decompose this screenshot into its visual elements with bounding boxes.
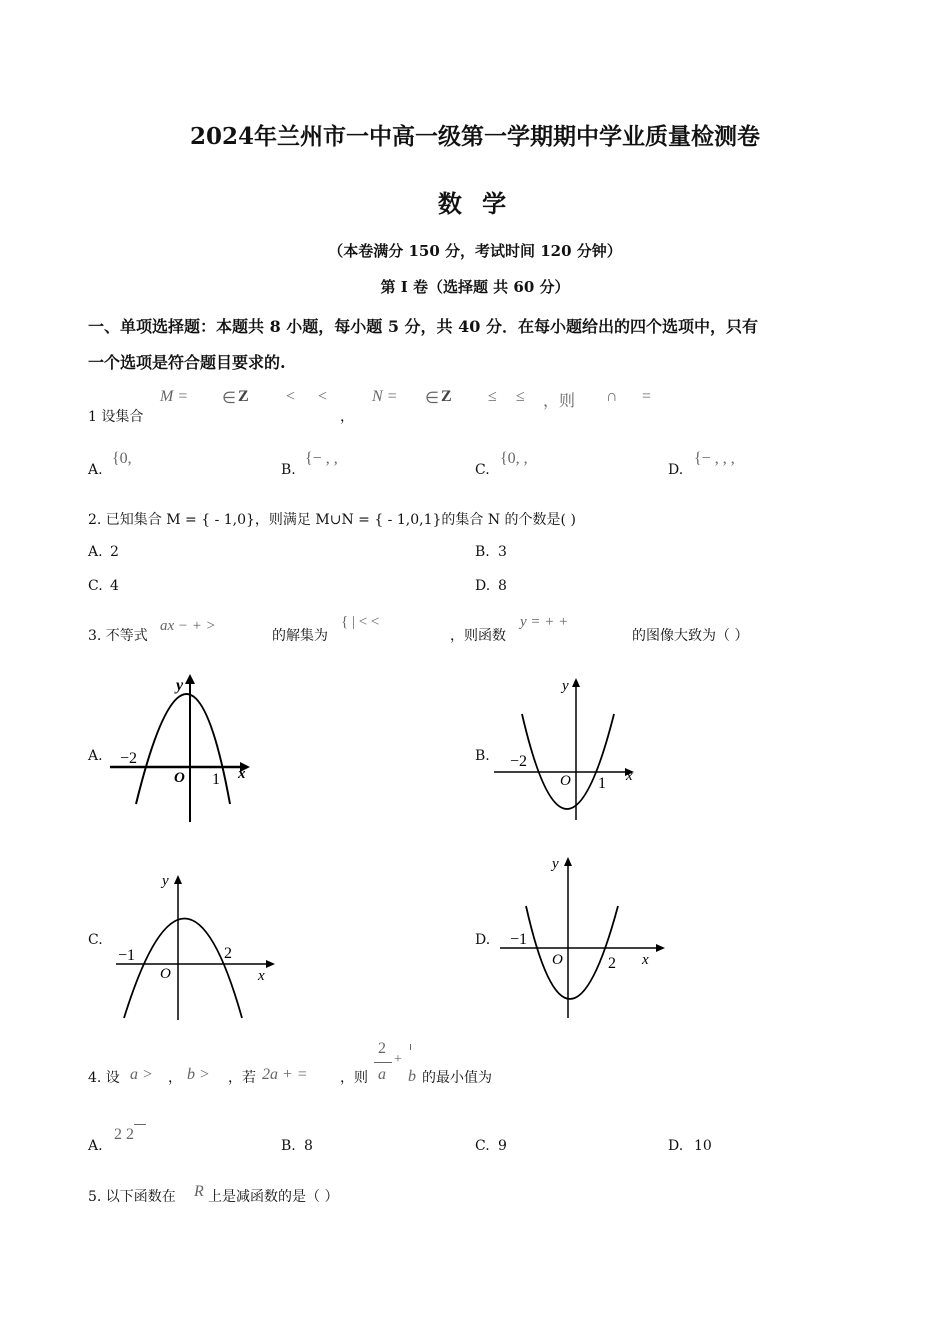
x-axis-arrow — [266, 960, 275, 968]
q1-option-b-text: {− , , — [305, 450, 338, 467]
q4-option-b-text: 8 — [304, 1138, 313, 1154]
q3-option-b-label: B. — [475, 748, 490, 764]
q4-if: ，若 — [228, 1070, 256, 1086]
y-axis-arrow — [185, 674, 195, 684]
q1-prefix: 1 设集合 — [88, 409, 144, 425]
left-root-label: −2 — [510, 753, 528, 770]
q4-plus: + — [394, 1052, 402, 1067]
left-root-label: −1 — [118, 947, 136, 964]
q4-then: ，则 — [340, 1070, 368, 1086]
left-root-label: −1 — [510, 931, 528, 948]
q1-option-b-label: B. — [281, 462, 296, 478]
q4-option-a-text: 2 2 — [114, 1126, 134, 1143]
q5-suffix: 上是减函数的是（ ） — [208, 1189, 339, 1205]
right-root-label: 1 — [212, 771, 220, 788]
q1-eq: = — [642, 388, 652, 405]
right-root-label: 1 — [598, 775, 606, 792]
q1-lt-1: < — [286, 388, 296, 405]
q4-frac-denominator: a — [378, 1066, 386, 1083]
section-heading-line1: 一、单项选择题：本题共 8 小题，每小题 5 分，共 40 分．在每小题给出的四个选项中，只有 — [88, 317, 758, 336]
q1-lt-2: < — [318, 388, 328, 405]
parabola-curve — [526, 906, 618, 999]
q1-option-a-text: {0, — [112, 450, 132, 467]
q3-option-c-label: C. — [88, 932, 103, 948]
q4-option-c-text: 9 — [498, 1138, 507, 1154]
q3-option-d-label: D. — [475, 932, 491, 948]
exam-title: 2024年兰州市一中高一级第一学期期中学业质量检测卷 — [189, 123, 760, 150]
origin-label: O — [560, 773, 571, 789]
q4-fraction-bar — [374, 1062, 392, 1063]
q1-set-n: N = — [372, 388, 398, 405]
q1-in-2: ∈ — [425, 390, 439, 407]
x-axis-arrow — [656, 944, 665, 952]
q4-option-d-label: D. — [668, 1138, 684, 1154]
q2-option-c-text: 4 — [110, 578, 119, 594]
origin-label: O — [552, 952, 563, 968]
q3-inequality: ax − + > — [160, 618, 216, 634]
q1-option-d-label: D. — [668, 462, 684, 478]
q3-function: y = + + — [520, 614, 569, 630]
q1-option-a-label: A. — [88, 462, 103, 478]
q4-option-b-label: B. — [281, 1138, 296, 1154]
x-axis-label: x — [626, 768, 633, 784]
q5-r: R — [194, 1183, 204, 1200]
q1-then: ，则 — [543, 393, 576, 410]
section-heading-line2: 一个选项是符合题目要求的. — [88, 353, 286, 372]
q3-graph-b — [490, 672, 640, 822]
left-root-label: −2 — [120, 750, 138, 767]
q2-option-d-label: D. — [475, 578, 491, 594]
q3-prefix: 3. 不等式 — [88, 628, 148, 644]
q4-option-a-radical-bar — [134, 1124, 146, 1125]
y-axis-label: y — [562, 678, 569, 694]
parabola-curve — [124, 919, 242, 1019]
exam-note: （本卷满分 150 分，考试时间 120 分钟） — [328, 242, 622, 260]
x-axis-label: x — [238, 766, 246, 782]
q4-frac-numerator: 2 — [378, 1040, 386, 1057]
q1-cap: ∩ — [606, 388, 618, 405]
q2-option-a-text: 2 — [110, 544, 119, 560]
q1-in-1: ∈ — [222, 390, 236, 407]
y-axis-arrow — [564, 857, 572, 866]
y-axis-label: y — [552, 856, 559, 872]
right-root-label: 2 — [608, 955, 616, 972]
q3-graph-c — [104, 868, 284, 1023]
q1-comma: ， — [340, 409, 354, 425]
q3-graph-a — [104, 670, 254, 825]
right-root-label: 2 — [224, 945, 232, 962]
q4-comma: ， — [168, 1070, 182, 1086]
y-axis-arrow — [174, 875, 182, 884]
q1-le-1: ≤ — [488, 388, 497, 405]
q1-option-c-text: {0, , — [500, 450, 528, 467]
q4-second-fraction-mark — [410, 1044, 411, 1050]
q4-option-c-label: C. — [475, 1138, 490, 1154]
q2-option-d-text: 8 — [498, 578, 507, 594]
q1-z-2: Z — [441, 388, 452, 405]
y-axis-arrow — [572, 678, 580, 687]
q4-b: b — [408, 1068, 416, 1085]
q3-option-a-label: A. — [88, 748, 103, 764]
x-axis-label: x — [258, 968, 265, 984]
q4-suffix: 的最小值为 — [422, 1070, 492, 1086]
q3-graph-d — [494, 852, 674, 1022]
parabola-curve — [522, 714, 614, 809]
subject-title: 数 学 — [437, 189, 513, 218]
q2-option-a-label: A. — [88, 544, 103, 560]
q1-option-c-label: C. — [475, 462, 490, 478]
x-axis-label: x — [642, 952, 649, 968]
q3-mid: 的解集为 — [272, 628, 328, 644]
volume-heading: 第 I 卷（选择题 共 60 分） — [380, 278, 570, 296]
q4-b-positive: b > — [187, 1066, 210, 1083]
q4-prefix: 4. 设 — [88, 1070, 120, 1086]
q1-set-m: M = — [160, 388, 189, 405]
origin-label: O — [174, 770, 185, 786]
q3-suffix: 的图像大致为（ ） — [632, 628, 749, 644]
q4-option-a-label: A. — [88, 1138, 103, 1154]
q5-prefix: 5. 以下函数在 — [88, 1189, 176, 1205]
y-axis-label: y — [162, 873, 169, 889]
q2-option-b-label: B. — [475, 544, 490, 560]
q2-option-b-text: 3 — [498, 544, 507, 560]
q4-option-d-text: 10 — [694, 1138, 712, 1154]
q2-stem: 2. 已知集合 M = { - 1,0}，则满足 M∪N = { - 1,0,1}的集合 N 的个数是( ) — [88, 512, 576, 528]
origin-label: O — [160, 966, 171, 982]
q4-condition: 2a + = — [262, 1066, 308, 1083]
q1-le-2: ≤ — [516, 388, 525, 405]
q1-z-1: Z — [238, 388, 249, 405]
q1-option-d-text: {− , , , — [694, 450, 735, 467]
q2-option-c-label: C. — [88, 578, 103, 594]
y-axis-label: y — [176, 677, 184, 694]
q3-solution-set: { | < < — [341, 614, 380, 630]
q3-mid2: ，则函数 — [450, 628, 506, 644]
q4-a-positive: a > — [130, 1066, 153, 1083]
